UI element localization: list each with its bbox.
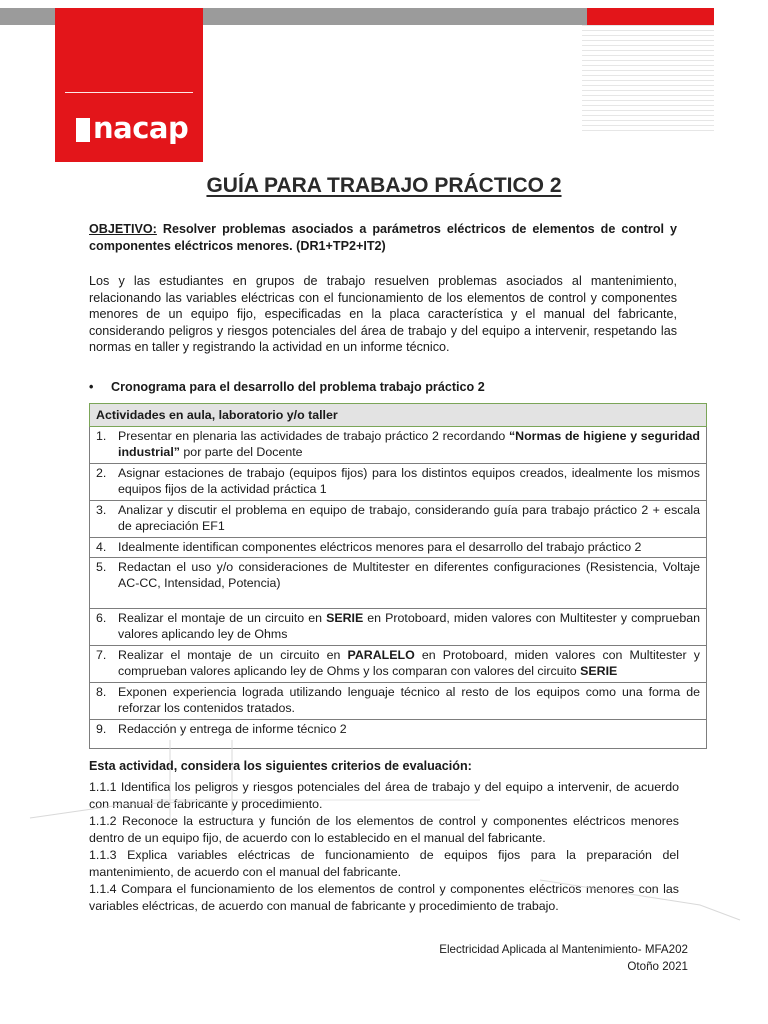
row-text-part: en Protoboard, miden valores con Multitester y comprueban valores aplicando ley de Ohms y los comparan con valores del circuito	[118, 648, 700, 678]
logo-mark-icon	[76, 118, 90, 142]
table-header: Actividades en aula, laboratorio y/o taller	[90, 404, 707, 427]
table-row	[90, 683, 707, 720]
table-header-row	[90, 404, 707, 427]
row-text	[118, 559, 700, 591]
row-number: 1.	[96, 429, 107, 443]
inacap-logo	[55, 8, 203, 162]
row-text	[118, 502, 700, 534]
row-text	[118, 647, 700, 679]
row-text-bold: SERIE	[580, 664, 618, 678]
row-text-part: Exponen experiencia lograda utilizando lenguaje técnico al resto de los equipos como una forma de reforzar los contenidos tratados.	[118, 685, 700, 715]
row-number: 6.	[96, 611, 107, 625]
header-stripes	[582, 25, 714, 133]
criteria-title: Esta actividad, considera los siguientes criterios de evaluación:	[89, 759, 472, 773]
row-text	[118, 721, 700, 737]
table-cell	[90, 501, 707, 538]
table-cell	[90, 609, 707, 646]
row-text-part: Realizar el montaje de un circuito en	[118, 611, 327, 625]
logo-rule	[65, 92, 193, 93]
row-number: 2.	[96, 466, 107, 480]
row-number: 8.	[96, 685, 107, 699]
objective	[89, 221, 677, 254]
table-cell	[90, 720, 707, 749]
page-title: GUÍA PARA TRABAJO PRÁCTICO 2	[206, 174, 562, 197]
table-cell	[90, 683, 707, 720]
objective-text: Resolver problemas asociados a parámetros eléctricos de elementos de control y componentes eléctricos menores. (DR1+TP2+IT2)	[89, 222, 677, 253]
row-text-part: Presentar en plenaria las actividades de trabajo práctico 2 recordando	[118, 429, 509, 443]
row-text	[118, 684, 700, 716]
row-text-part: Redactan el uso y/o consideraciones de Multitester en diferentes configuraciones (Resistencia, Voltaje AC-CC, Intensidad, Potencia)	[118, 560, 700, 590]
logo-text: nacap	[93, 111, 189, 145]
criteria-list	[89, 779, 679, 915]
footer-course: Electricidad Aplicada al Mantenimiento- MFA202	[439, 943, 688, 956]
row-text-part: por parte del Docente	[179, 445, 303, 459]
bullet-icon: •	[89, 380, 94, 394]
criteria-item: 1.1.3 Explica variables eléctricas de funcionamiento de equipos fijos para la preparación del mantenimiento, de acuerdo con el manual del fabricante.	[89, 848, 679, 879]
table-row	[90, 646, 707, 683]
row-number: 7.	[96, 648, 107, 662]
objective-label: OBJETIVO:	[89, 222, 157, 236]
table-cell	[90, 427, 707, 464]
row-text-part: Realizar el montaje de un circuito en	[118, 648, 348, 662]
criteria-item: 1.1.2 Reconoce la estructura y función de los elementos de control y componentes eléctricos menores dentro de un equipo fijo, de acuerdo con lo establecido en el manual del fabricante.	[89, 814, 679, 845]
table-row	[90, 501, 707, 538]
row-text	[118, 539, 700, 555]
table-cell	[90, 646, 707, 683]
footer-term: Otoño 2021	[627, 960, 688, 973]
row-text-part: en Protoboard, miden valores con Multitester y comprueban valores aplicando ley de Ohms	[118, 611, 700, 641]
table-cell	[90, 464, 707, 501]
table-cell	[90, 538, 707, 558]
row-text-bold: SERIE	[326, 611, 364, 625]
row-text	[118, 465, 700, 497]
row-number: 9.	[96, 722, 107, 736]
table-row	[90, 609, 707, 646]
row-text-part: Analizar y discutir el problema en equipo de trabajo, considerando guía para trabajo práctico 2 + escala de apreciación EF1	[118, 503, 700, 533]
row-number: 5.	[96, 560, 107, 574]
table-row	[90, 720, 707, 749]
criteria-item: 1.1.1 Identifica los peligros y riesgos potenciales del área de trabajo y del equipo a intervenir, de acuerdo con manual de fabricante y procedimiento.	[89, 780, 679, 811]
header-red-bar	[587, 8, 714, 25]
row-text-bold: “Normas de higiene y seguridad industrial”	[118, 429, 700, 459]
row-number: 3.	[96, 503, 107, 517]
intro-paragraph: Los y las estudiantes en grupos de trabajo resuelven problemas asociados al mantenimiento, relacionando las variables eléctricas con el funcionamiento de los elementos de control y componentes menores de un equipo fijo, especificadas en la placa característica y el manual del fabricante, considerando peligros y riesgos potenciales del área de trabajo y del equipo a intervenir, respetando las normas en taller y registrando la actividad en un informe técnico.	[89, 274, 677, 355]
row-number: 4.	[96, 540, 107, 554]
table-row	[90, 558, 707, 609]
row-text-part: Idealmente identifican componentes eléctricos menores para el desarrollo del trabajo práctico 2	[118, 540, 642, 554]
schedule-bullet: • Cronograma para el desarrollo del problema trabajo práctico 2	[89, 380, 485, 394]
page-footer	[439, 941, 688, 975]
table-row	[90, 538, 707, 558]
row-text-part: Redacción y entrega de informe técnico 2	[118, 722, 347, 736]
table-row	[90, 427, 707, 464]
row-text-part: Asignar estaciones de trabajo (equipos fijos) para los distintos equipos creados, idealmente los mismos equipos fijos de la actividad práctica 1	[118, 466, 700, 496]
activities-table	[89, 403, 707, 749]
criteria-item: 1.1.4 Compara el funcionamiento de los elementos de control y componentes eléctricos menores con las variables eléctricas, de acuerdo con manual de fabricante y procedimiento de trabajo.	[89, 882, 679, 913]
row-text	[118, 428, 700, 460]
row-text	[118, 610, 700, 642]
table-row	[90, 464, 707, 501]
table-cell	[90, 558, 707, 609]
row-text-bold: PARALELO	[347, 648, 415, 662]
